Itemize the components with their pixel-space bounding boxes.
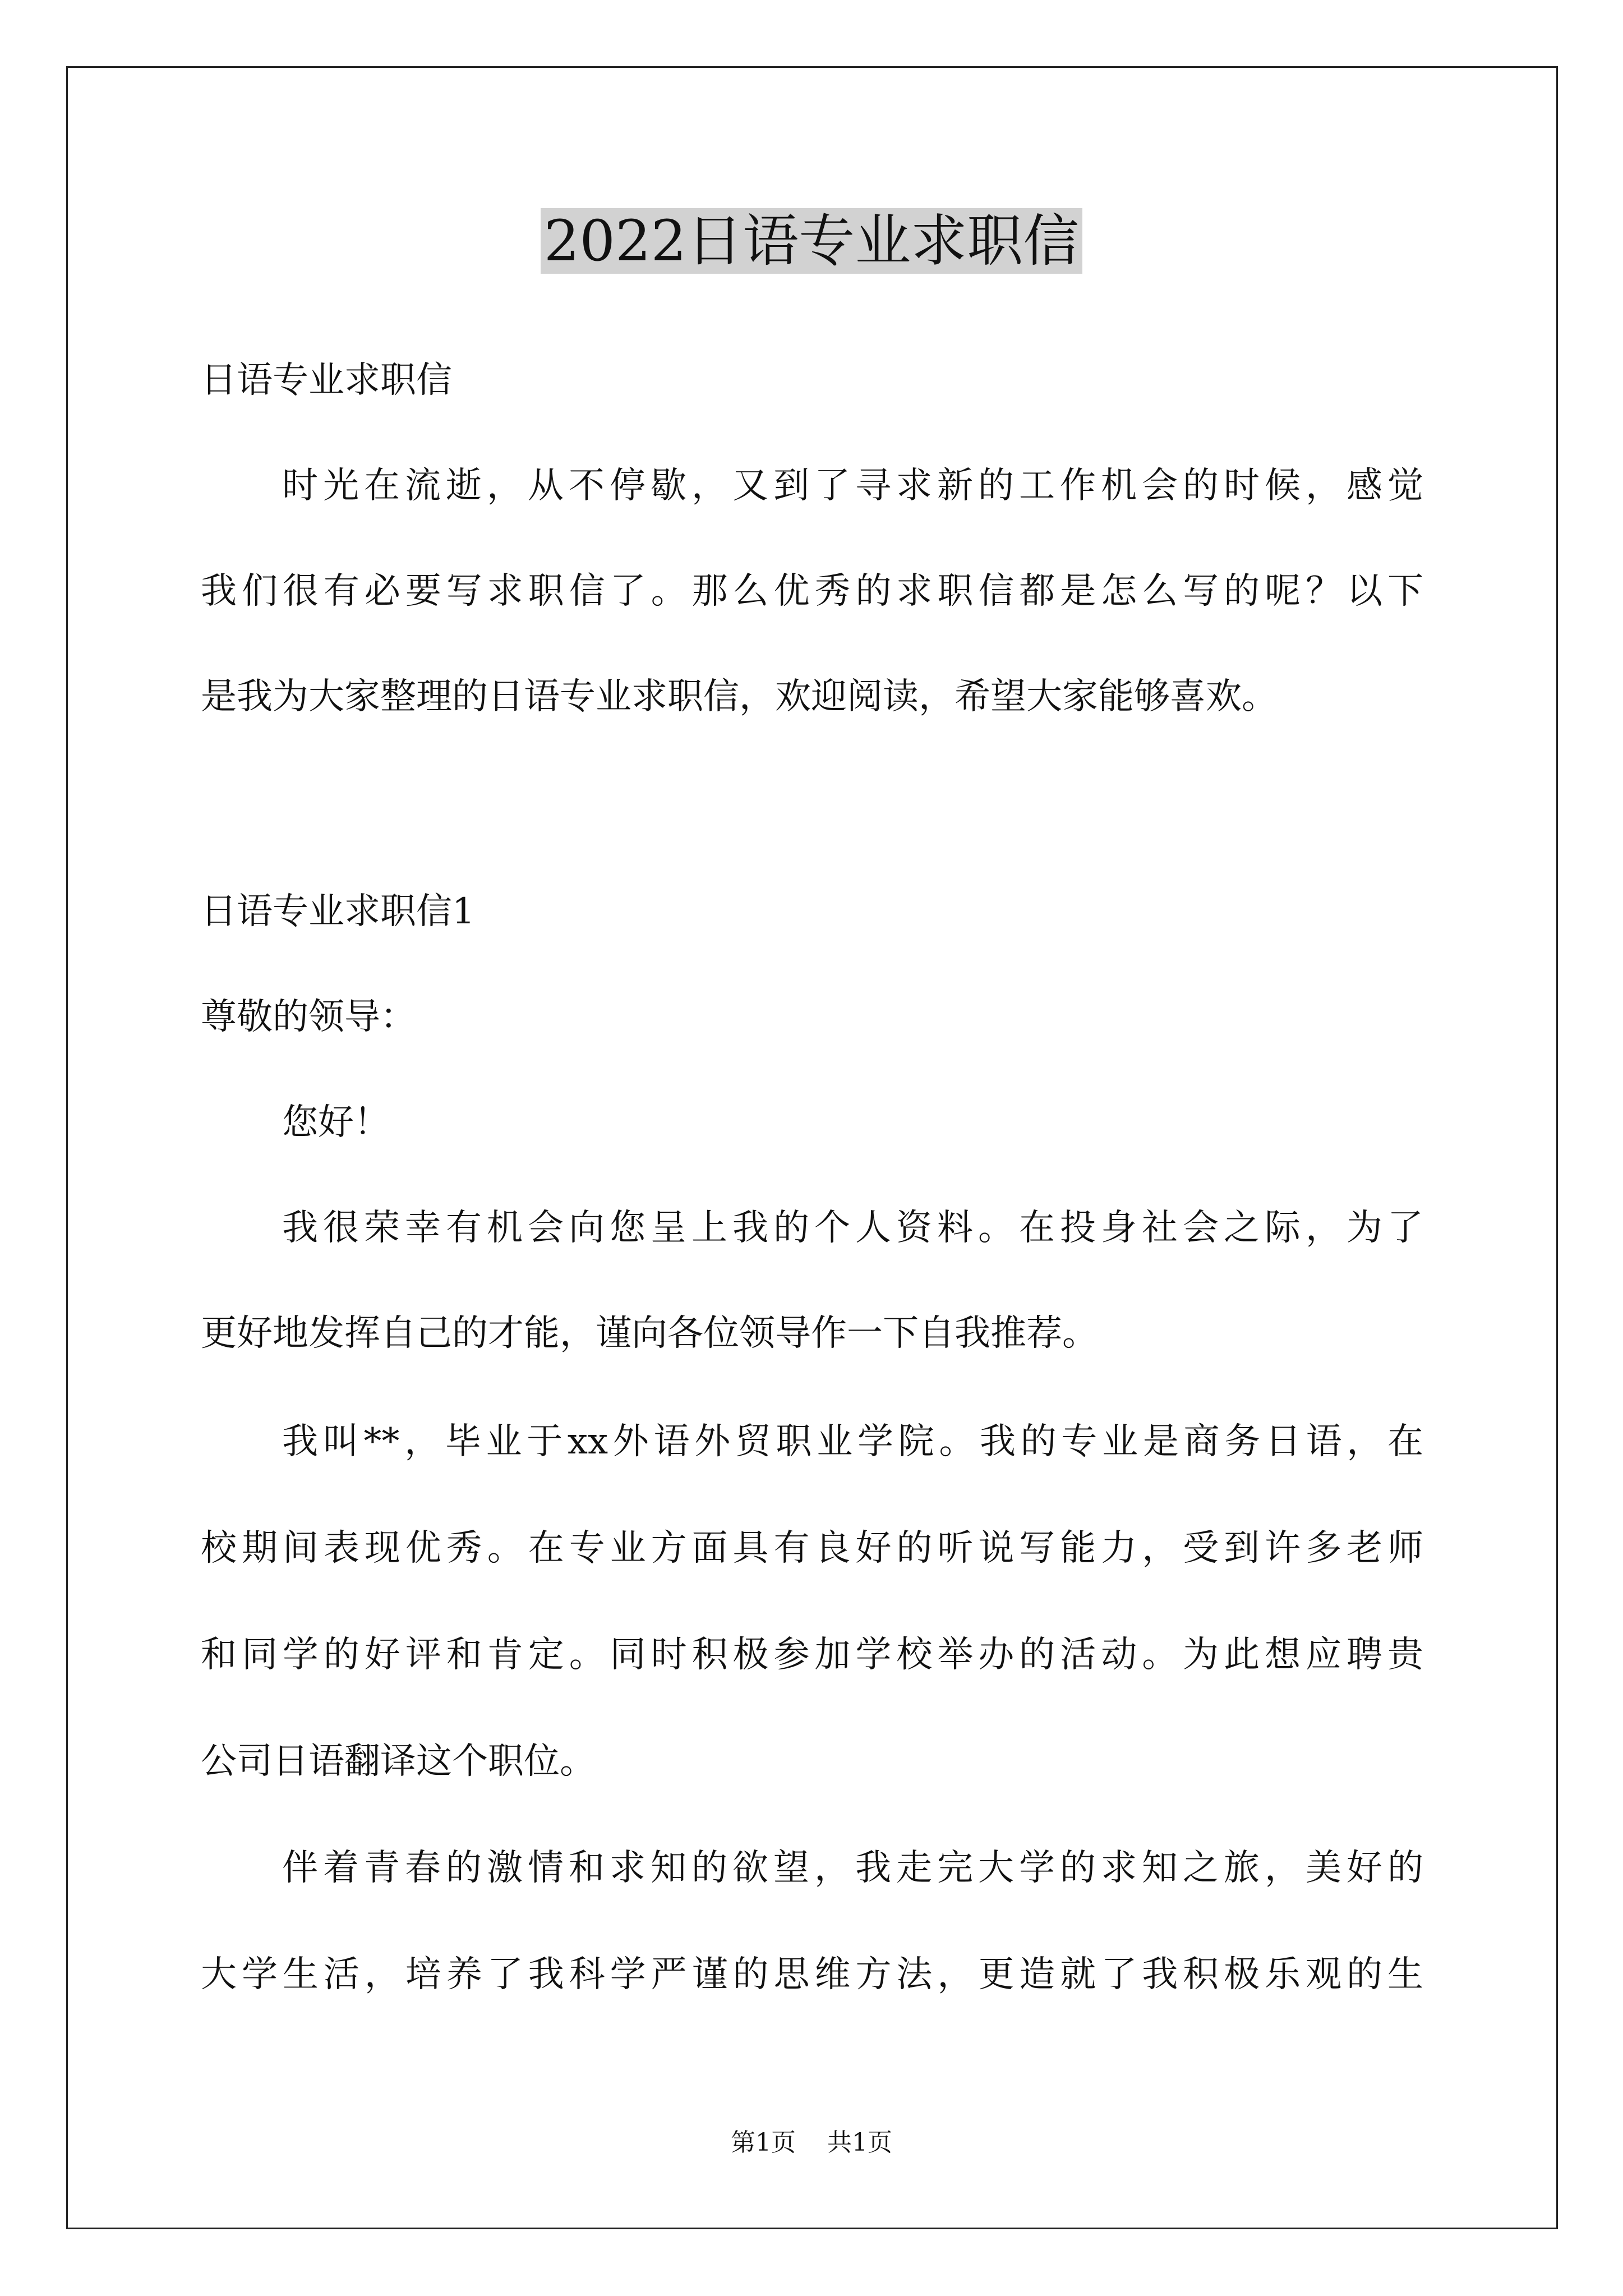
intro-line-2: 我们很有必要写求职信了。那么优秀的求职信都是怎么写的呢？以下 xyxy=(201,570,1423,612)
page-footer: 第1页 共1页 xyxy=(731,2128,892,2157)
paragraph3-line-1: 伴着青春的激情和求知的欲望，我走完大学的求知之旅，美好的 xyxy=(282,1847,1423,1889)
paragraph2-line-3: 和同学的好评和肯定。同时积极参加学校举办的活动。为此想应聘贵 xyxy=(201,1634,1423,1676)
paragraph2-line-4: 公司日语翻译这个职位。 xyxy=(201,1741,596,1782)
paragraph3-line-2: 大学生活，培养了我科学严谨的思维方法，更造就了我积极乐观的生 xyxy=(201,1954,1423,1995)
section-heading: 日语专业求职信1 xyxy=(201,891,475,932)
intro-line-1: 时光在流逝，从不停歇，又到了寻求新的工作机会的时候，感觉 xyxy=(282,465,1423,507)
document-title-text: 2022日语专业求职信 xyxy=(541,208,1083,274)
intro-line-3: 是我为大家整理的日语专业求职信，欢迎阅读，希望大家能够喜欢。 xyxy=(201,676,1278,717)
paragraph1-line-2: 更好地发挥自己的才能，谨向各位领导作一下自我推荐。 xyxy=(201,1313,1098,1354)
document-title xyxy=(0,202,1623,280)
paragraph2-line-1: 我叫**，毕业于xx外语外贸职业学院。我的专业是商务日语，在 xyxy=(282,1421,1423,1462)
paragraph1-line-1: 我很荣幸有机会向您呈上我的个人资料。在投身社会之际，为了 xyxy=(282,1207,1423,1249)
paragraph2-line-2: 校期间表现优秀。在专业方面具有良好的听说写能力，受到许多老师 xyxy=(201,1527,1423,1569)
greeting: 您好！ xyxy=(282,1102,390,1143)
salutation: 尊敬的领导： xyxy=(201,996,416,1038)
document-subtitle: 日语专业求职信 xyxy=(201,360,452,401)
